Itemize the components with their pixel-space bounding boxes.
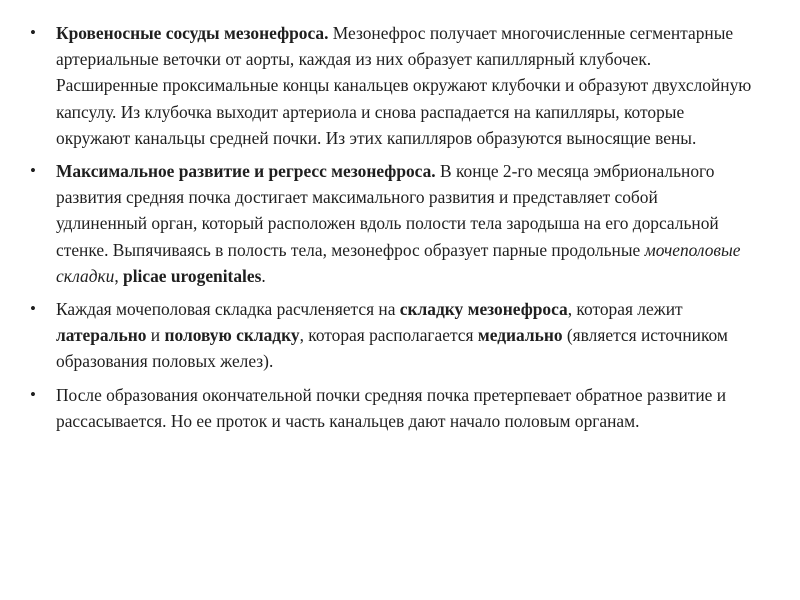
bullet-text: В конце 2-го месяца эмбрионального развития средняя почка достигает максимального развития и представляет собой удлиненный орган, который расположен вдоль полости тела зародыша на его дорсальной стенке. Выпячиваясь в полость тела, мезонефрос образует парные продольные xyxy=(56,161,719,260)
text-part: , которая располагается xyxy=(299,325,478,346)
bullet-heading: Максимальное развитие и регресс мезонефроса. xyxy=(56,161,436,182)
end-period: . xyxy=(261,265,266,286)
bullet-heading: Кровеносные сосуды мезонефроса. xyxy=(56,23,329,43)
comma: , xyxy=(114,265,124,286)
text-part: (является источником образования половых желез). xyxy=(56,325,728,372)
bullet-max-development xyxy=(30,158,752,289)
text-part: и xyxy=(146,325,165,346)
text-part: Каждая мочеполовая складка расчленяется на xyxy=(56,299,400,320)
term-genital-fold: половую складку xyxy=(164,325,300,346)
term-lateral: латерально xyxy=(56,325,147,346)
bullet-fold-division xyxy=(30,296,752,375)
italic-term: мочеполовые складки xyxy=(56,239,741,286)
bullet-blood-vessels xyxy=(30,20,752,151)
bullet-text: Мезонефрос получает многочисленные сегментарные артериальные веточки от аорты, каждая из них образует капиллярный клубочек. Расширенные проксимальные концы канальцев окружают клубочки и образуют двухслойную капсулу. Из клубочка выходит артериола и снова распадается на капилляры, которые окружают канальцы средней почки. Из этих капилляров образуются выносящие вены. xyxy=(56,23,752,148)
term-medial: медиально xyxy=(477,325,563,346)
bullet-list xyxy=(30,20,752,434)
text-part: , которая лежит xyxy=(567,299,683,320)
bullet-text: После образования окончательной почки средняя почка претерпевает обратное развитие и рассасывается. Но ее проток и часть канальцев дают начало половым органам. xyxy=(56,384,727,431)
bullet-regression xyxy=(30,382,752,434)
term-mesonephros-fold: складку мезонефроса xyxy=(399,299,568,320)
latin-term: plicae urogenitales xyxy=(123,265,262,286)
